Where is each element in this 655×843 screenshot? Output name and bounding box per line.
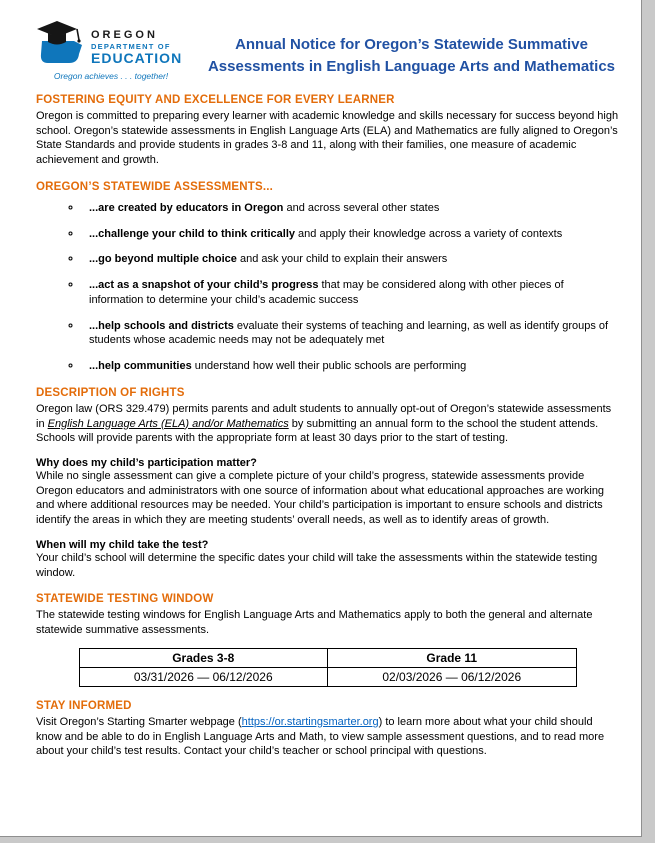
table-dates-grade-11: 02/03/2026 — 06/12/2026 xyxy=(328,667,577,686)
ode-logo xyxy=(36,20,196,81)
bullet-lead: ...act as a snapshot of your child’s progress xyxy=(89,279,319,292)
page-title xyxy=(196,34,619,78)
bullet-lead: ...go beyond multiple choice xyxy=(89,253,237,266)
section-equity xyxy=(36,94,619,168)
assessment-bullet-1 xyxy=(82,201,619,216)
testing-window-body: The statewide testing windows for English Language Arts and Mathematics apply to both the general and alternate statewide summative assessments. xyxy=(36,609,593,637)
assessment-bullet-2 xyxy=(82,227,619,242)
equity-body: Oregon is committed to preparing every learner with academic knowledge and skills necessary for success beyond high school. Oregon’s statewide assessments in English Language Arts (ELA) and Mathematics are fully aligned to Oregon’s State Standards and provide students in grades 3-8 and 11, along with their families, one measure of academic achievement and growth. xyxy=(36,110,619,167)
participation-body: While no single assessment can give a complete picture of your child’s progress, statewide assessments provide Oregon educators and administrators with one source of information about what educational approaches are working and where additional resources may be needed. Your child’s participation is important to ensure schools and districts identify the areas in which they are meeting students’ overall needs, as well as to identify areas of growth. xyxy=(36,470,605,527)
section-heading-assessments: OREGON’S STATEWIDE ASSESSMENTS... xyxy=(36,180,274,193)
bullet-lead: ...challenge your child to think critically xyxy=(89,227,295,240)
participation-subheading: Why does my child’s participation matter? xyxy=(36,457,257,470)
bullet-lead: ...are created by educators in Oregon xyxy=(89,201,284,214)
table-dates-grades-3-8: 03/31/2026 — 06/12/2026 xyxy=(79,667,328,686)
logo-tagline: Oregon achieves . . . together! xyxy=(53,71,169,81)
stay-informed-body xyxy=(36,715,619,759)
rights-body-post: by submitting an annual form to the school the student attends. Schools will provide parents with the appropriate form at least 30 days prior to the start of testing. xyxy=(36,417,599,445)
section-heading-rights: DESCRIPTION OF RIGHTS xyxy=(36,386,185,399)
section-heading-equity: FOSTERING EQUITY AND EXCELLENCE FOR EVERY LEARNER xyxy=(36,94,395,106)
bullet-rest: and apply their knowledge across a variety of contexts xyxy=(295,227,563,240)
logo-education-label: EDUCATION xyxy=(91,50,183,67)
bullet-lead: ...help communities xyxy=(89,360,192,373)
section-heading-stay-informed: STAY INFORMED xyxy=(36,699,132,712)
assessment-bullet-4 xyxy=(82,278,619,307)
bullet-rest: understand how well their public schools are performing xyxy=(191,360,467,373)
assessment-bullet-6 xyxy=(82,359,619,374)
assessment-bullet-5 xyxy=(82,319,619,348)
page-title-line-1: Annual Notice for Oregon’s Statewide Summative xyxy=(235,36,588,53)
section-heading-testing-window: STATEWIDE TESTING WINDOW xyxy=(36,593,214,606)
bullet-rest: evaluate their systems of teaching and learning, as well as identify groups of students whose academic needs may not be adequately met xyxy=(89,319,609,347)
bullet-lead: ...help schools and districts xyxy=(89,319,234,332)
bullet-rest: and ask your child to explain their answers xyxy=(236,253,448,266)
bullet-rest: that may be considered along with other pieces of information to determine your child’s academic success xyxy=(89,279,564,306)
table-header-grade-11: Grade 11 xyxy=(328,648,577,667)
rights-body xyxy=(36,402,619,446)
stay-informed-pre: Visit Oregon’s Starting Smarter webpage ( xyxy=(36,715,242,728)
rights-body-subjects: English Language Arts (ELA) and/or Mathematics xyxy=(47,417,289,430)
stay-informed-post: ) to learn more about what your child should know and be able to do in English Language Arts and Math, to view sample assessment questions, and to read more about your child’s test results. Contact your child’s teacher or school principal with questions. xyxy=(36,715,605,758)
page-header xyxy=(36,20,619,81)
starting-smarter-link[interactable]: https://or.startingsmarter.org xyxy=(241,715,379,728)
rights-body-pre: Oregon law (ORS 329.479) permits parents and adult students to annually opt-out of Oregon’s statewide assessments in xyxy=(36,402,612,430)
test-date-body: Your child’s school will determine the specific dates your child will take the assessments within the statewide testing window. xyxy=(36,551,598,579)
page-title-line-2: Assessments in English Language Arts and Mathematics xyxy=(207,57,616,75)
assessment-bullet-list xyxy=(82,201,619,374)
testing-window-table xyxy=(79,648,577,687)
ode-logo-text xyxy=(91,20,182,67)
logo-oregon-label: OREGON xyxy=(91,29,158,41)
section-assessments xyxy=(36,181,619,374)
section-stay-informed xyxy=(36,700,619,759)
ode-logo-icon xyxy=(36,20,86,68)
section-testing-window xyxy=(36,593,619,686)
table-header-row xyxy=(79,648,576,667)
bullet-rest: and across several other states xyxy=(283,201,440,214)
table-dates-row xyxy=(79,667,576,686)
section-rights xyxy=(36,387,619,581)
test-date-subheading: When will my child take the test? xyxy=(36,538,209,551)
assessment-bullet-3 xyxy=(82,252,619,267)
table-header-grades-3-8: Grades 3-8 xyxy=(79,648,328,667)
logo-department-label: DEPARTMENT OF xyxy=(91,42,171,52)
